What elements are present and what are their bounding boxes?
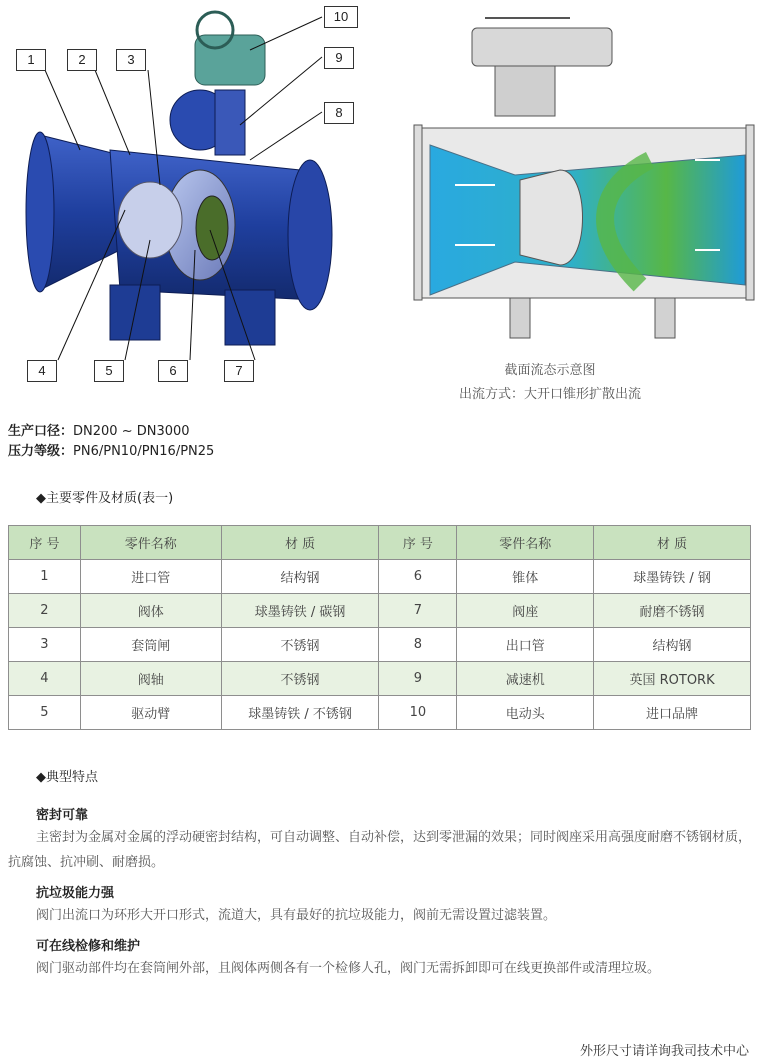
table-cell: 1 [9, 560, 81, 594]
table-cell: 阀座 [457, 594, 594, 628]
header-part-name: 零件名称 [457, 526, 594, 560]
feature-title-anti-debris: 抗垃圾能力强 [36, 886, 115, 901]
spec-pressure [8, 440, 214, 459]
header-material: 材 质 [221, 526, 379, 560]
table-cell: 耐磨不锈钢 [594, 594, 751, 628]
valve-3d-illustration [0, 0, 380, 390]
feature-body-sealing: 主密封为金属对金属的浮动硬密封结构，可自动调整、自动补偿，达到零泄漏的效果；同时阀座采用高强度耐磨不锈钢材质，抗腐蚀、抗冲刷、耐磨损。 [8, 830, 752, 870]
table-cell: 套筒闸 [80, 628, 221, 662]
spec-size-value: DN200 ~ DN3000 [73, 424, 190, 439]
flow-caption-title: 截面流态示意图 [504, 363, 596, 378]
callout-7: 7 [224, 360, 254, 382]
table-cell: 6 [379, 560, 457, 594]
table-cell: 10 [379, 696, 457, 730]
table-row [9, 696, 751, 730]
table-cell: 进口管 [80, 560, 221, 594]
footer-note: 外形尺寸请详询我司技术中心 [579, 1044, 749, 1059]
callout-5: 5 [94, 360, 124, 382]
table-cell: 3 [9, 628, 81, 662]
parts-table-header-row [9, 526, 751, 560]
table-cell: 球墨铸铁 / 碳钢 [221, 594, 379, 628]
table-cell: 英国 ROTORK [594, 662, 751, 696]
table-cell: 7 [379, 594, 457, 628]
table-cell: 4 [9, 662, 81, 696]
header-part-name: 零件名称 [80, 526, 221, 560]
table-cell: 8 [379, 628, 457, 662]
callout-10: 10 [324, 6, 358, 28]
spec-pressure-label: 压力等级： [8, 444, 74, 459]
table-cell: 进口品牌 [594, 696, 751, 730]
header-no: 序 号 [9, 526, 81, 560]
header-material: 材 质 [594, 526, 751, 560]
table-cell: 5 [9, 696, 81, 730]
flow-section-drawing [400, 0, 769, 350]
feature-body-anti-debris: 阀门出流口为环形大开口形式，流道大，具有最好的抗垃圾能力，阀前无需设置过滤装置。 [36, 908, 557, 923]
callout-4: 4 [27, 360, 57, 382]
feature-body-online-maintenance: 阀门驱动部件均在套筒闸外部，且阀体两侧各有一个检修人孔，阀门无需拆卸即可在线更换部件或清理垃圾。 [36, 961, 661, 976]
table-cell: 阀轴 [80, 662, 221, 696]
features-title: ◆典型特点 [36, 770, 98, 785]
flow-caption-outflow: 出流方式：大开口锥形扩散出流 [458, 387, 641, 402]
header-no: 序 号 [379, 526, 457, 560]
table-cell: 驱动臂 [80, 696, 221, 730]
table-cell: 减速机 [457, 662, 594, 696]
table-cell: 阀体 [80, 594, 221, 628]
table-cell: 不锈钢 [221, 628, 379, 662]
table-cell: 结构钢 [221, 560, 379, 594]
callout-6: 6 [158, 360, 188, 382]
callout-3: 3 [116, 49, 146, 71]
table-cell: 结构钢 [594, 628, 751, 662]
table-cell: 球墨铸铁 / 钢 [594, 560, 751, 594]
parts-table [8, 525, 751, 730]
feature-title-sealing: 密封可靠 [36, 808, 89, 823]
table-row [9, 662, 751, 696]
flow-section-diagram [400, 0, 769, 400]
table-row [9, 560, 751, 594]
table-cell: 锥体 [457, 560, 594, 594]
table-cell: 不锈钢 [221, 662, 379, 696]
parts-table-title: ◆主要零件及材质(表一) [36, 491, 174, 506]
callout-8: 8 [324, 102, 354, 124]
table-cell: 出口管 [457, 628, 594, 662]
table-cell: 2 [9, 594, 81, 628]
table-row [9, 628, 751, 662]
spec-size [8, 420, 190, 439]
callout-1: 1 [16, 49, 46, 71]
feature-title-online-maintenance: 可在线检修和维护 [36, 939, 141, 954]
table-cell: 电动头 [457, 696, 594, 730]
table-row [9, 594, 751, 628]
callout-2: 2 [67, 49, 97, 71]
callout-9: 9 [324, 47, 354, 69]
table-cell: 9 [379, 662, 457, 696]
spec-size-label: 生产口径： [8, 424, 74, 439]
spec-pressure-value: PN6/PN10/PN16/PN25 [73, 444, 215, 459]
valve-3d-drawing [0, 0, 380, 390]
table-cell: 球墨铸铁 / 不锈钢 [221, 696, 379, 730]
